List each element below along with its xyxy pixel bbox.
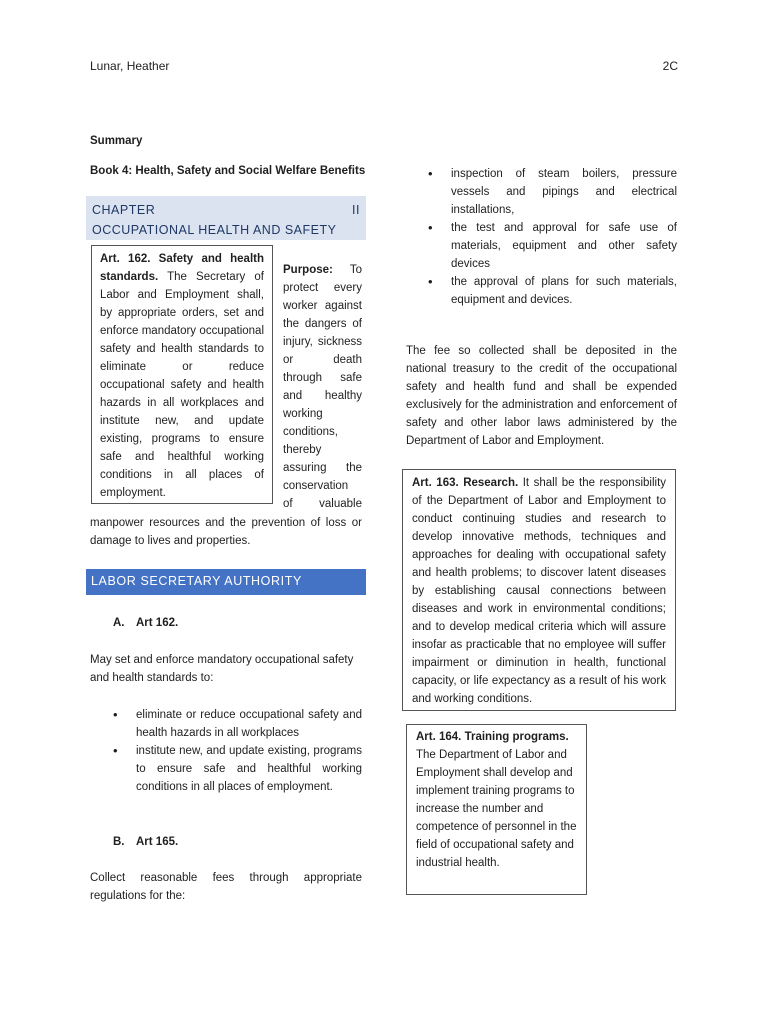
section-a-intro: May set and enforce mandatory occupational safety and health standards to: — [90, 654, 354, 684]
list-item: • the approval of plans for such materials, equipment and devices. — [425, 273, 677, 309]
art162-heading: Art. 162. Safety and health standards. — [100, 253, 264, 283]
purpose-line: To — [349, 264, 362, 276]
summary-title: Summary — [90, 135, 143, 147]
purpose-line: thereby — [283, 444, 322, 456]
purpose-line: injury, sickness — [283, 336, 362, 348]
section-a-letter: A. — [113, 617, 125, 629]
section-b-intro: Collect reasonable fees through appropriate regulations for the: — [90, 872, 362, 902]
list-item: • institute new, and update existing, programs to ensure safe and healthful working conditions in all places of employment. — [110, 742, 362, 796]
purpose-line: protect every — [283, 282, 362, 294]
purpose-line: conservation — [283, 480, 349, 492]
purpose-line: or death — [283, 354, 362, 366]
purpose-line: assuring the — [283, 462, 362, 474]
art162-body: The Secretary of Labor and Employment shall, by appropriate orders, set and enforce mandatory occupational safety and health standards to eliminate or reduce occupational safety and health hazards in all workplaces and institute new, and update existing, programs to ensure safe and healthful working conditions in all places of employment. — [100, 271, 264, 499]
art164-heading: Art. 164. Training programs. — [416, 731, 569, 743]
book-title: Book 4: Health, Safety and Social Welfare Benefits — [90, 165, 366, 177]
purpose-text — [283, 261, 362, 513]
purpose-line: through safe — [283, 372, 362, 384]
purpose-line: working — [283, 408, 323, 420]
art164-box — [406, 724, 587, 895]
chapter-title: OCCUPATIONAL HEALTH AND SAFETY — [92, 223, 337, 237]
author-name: Lunar, Heather — [90, 59, 170, 73]
section-a-list — [110, 706, 362, 796]
art163-box — [402, 469, 676, 711]
chapter-number: II — [352, 203, 360, 217]
purpose-line: conditions, — [283, 426, 338, 438]
art163-body: It shall be the responsibility of the Department of Labor and Employment to conduct continuing studies and research to develop innovative methods, techniques and approaches for dealing with occupational safety and health problems; to discover latent diseases by establishing causal connections between diseases and work in environmental conditions; and to develop medical criteria which will assure insofar as practicable that no employee will suffer impairment or diminution in health, functional capacity, or life expectancy as a result of his work and working conditions. — [412, 477, 667, 705]
art162-box — [91, 245, 273, 504]
list-item: • inspection of steam boilers, pressure vessels and pipings and electrical installations, — [425, 165, 677, 219]
list-item: • the test and approval for safe use of materials, equipment and other safety devices — [425, 219, 677, 273]
section-a-title: Art 162. — [136, 617, 179, 629]
purpose-line: of valuable — [283, 498, 362, 510]
fee-paragraph: The fee so collected shall be deposited in the national treasury to the credit of the occupational safety and health fund and shall be expended exclusively for the administration and enforcement of safety and other labor laws administered by the Department of Labor and Employment. — [406, 345, 677, 447]
art163-heading: Art. 163. Research. — [412, 477, 519, 489]
purpose-continuation: manpower resources and the prevention of loss or damage to lives and properties. — [90, 517, 362, 547]
purpose-label: Purpose: — [283, 264, 333, 276]
section-label: 2C — [662, 59, 678, 73]
art164-body: The Department of Labor and Employment shall develop and implement training programs to increase the number and competence of personnel in the field of occupational safety and industrial health. — [416, 749, 577, 869]
fee-items-list — [425, 165, 677, 309]
section-b-letter: B. — [113, 836, 125, 848]
list-item: • eliminate or reduce occupational safety and health hazards in all workplaces — [110, 706, 362, 742]
purpose-line: worker against — [283, 300, 362, 312]
chapter-heading — [86, 196, 366, 240]
chapter-label: CHAPTER — [92, 203, 156, 217]
purpose-line: and healthy — [283, 390, 362, 402]
section-b-title: Art 165. — [136, 836, 179, 848]
authority-heading: LABOR SECRETARY AUTHORITY — [86, 569, 366, 595]
purpose-line: the dangers of — [283, 318, 362, 330]
